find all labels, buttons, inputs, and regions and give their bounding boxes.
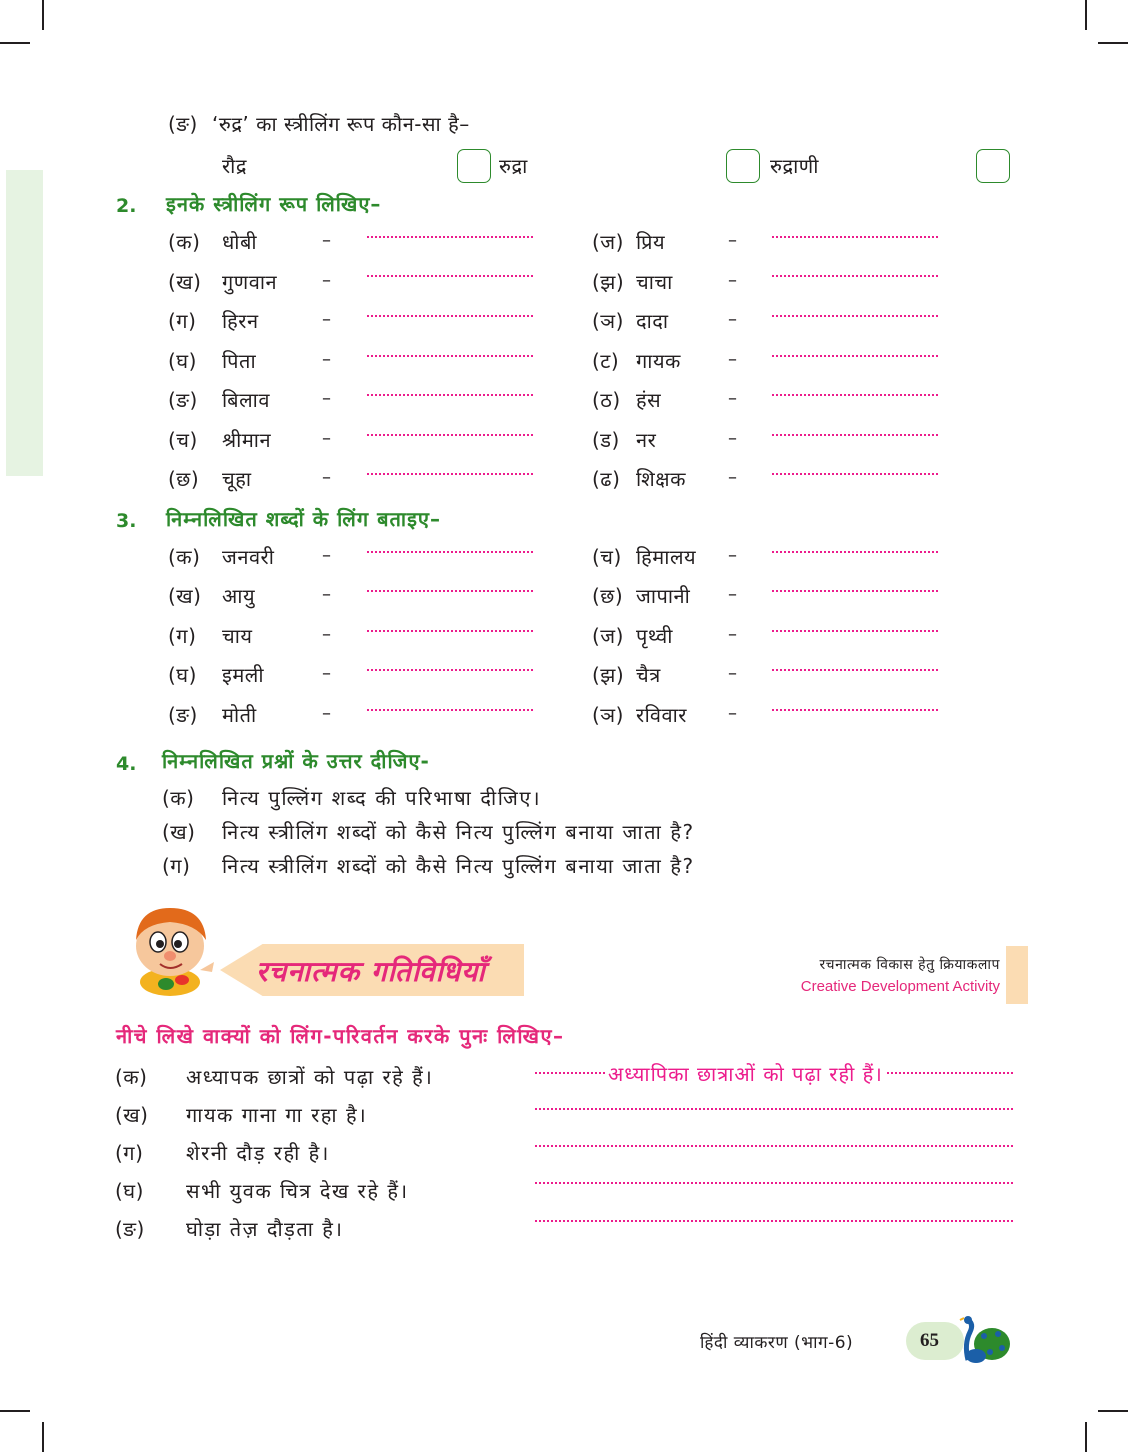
list-item-word: चूहा — [222, 467, 252, 491]
list-item-word: मोती — [222, 703, 257, 727]
footer-book-title: हिंदी व्याकरण (भाग-6) — [700, 1333, 854, 1353]
answer-line[interactable] — [772, 669, 938, 671]
boy-mascot-illustration — [126, 900, 218, 996]
list-item-label: (क) — [168, 545, 201, 569]
answer-line[interactable] — [772, 315, 938, 317]
activity-subtitle-hi: रचनात्मक विकास हेतु क्रियाकलाप — [819, 957, 1000, 973]
activity-instruction: नीचे लिखे वाक्यों को लिंग-परिवर्तन करके पुनः लिखिए– — [116, 1024, 565, 1048]
answer-line[interactable] — [772, 473, 938, 475]
list-item-label: (च) — [168, 428, 198, 452]
crop-mark — [0, 1410, 30, 1412]
list-item-label: (ञ) — [592, 703, 624, 727]
answer-line[interactable] — [367, 355, 533, 357]
list-item-label: (क) — [115, 1065, 148, 1089]
dash: – — [728, 270, 737, 291]
answer-line[interactable] — [772, 709, 938, 711]
dash: – — [322, 467, 331, 488]
q4-number: 4. — [116, 753, 137, 775]
list-item-label: (ङ) — [168, 703, 198, 727]
q4-item-text: नित्य स्त्रीलिंग शब्दों को कैसे नित्य पुल्लिंग बनाया जाता है? — [222, 820, 695, 844]
list-item-word: गुणवान — [222, 270, 278, 294]
list-item-word: हिरन — [222, 309, 259, 333]
answer-line[interactable] — [367, 275, 533, 277]
list-item-word: प्रिय — [636, 230, 666, 254]
q1e-label: (ङ) — [168, 112, 198, 136]
answer-line[interactable] — [367, 590, 533, 592]
dash: – — [322, 230, 331, 251]
answer-line[interactable] — [772, 590, 938, 592]
list-item-word: शिक्षक — [636, 467, 686, 491]
sample-answer: अध्यापिका छात्राओं को पढ़ा रही हैं। — [608, 1062, 883, 1086]
list-item-label: (ड) — [592, 428, 620, 452]
list-item-label: (ढ) — [592, 467, 621, 491]
list-item-label: (ग) — [168, 624, 197, 648]
list-item-label: (ख) — [168, 584, 202, 608]
activity-subtitle-en: Creative Development Activity — [800, 978, 1000, 995]
list-item-word: दादा — [636, 309, 669, 333]
list-item-label: (झ) — [592, 663, 625, 687]
list-item-label: (छ) — [168, 467, 200, 491]
answer-line[interactable] — [367, 236, 533, 238]
answer-line[interactable] — [367, 473, 533, 475]
list-item-text: गायक गाना गा रहा है। — [186, 1103, 368, 1127]
list-item-word: जापानी — [636, 584, 691, 608]
activity-subtitle-bar — [1006, 946, 1028, 1004]
dash: – — [322, 349, 331, 370]
list-item-word: नर — [636, 428, 657, 452]
dash: – — [322, 388, 331, 409]
page-number: 65 — [920, 1330, 939, 1351]
list-item-label: (ञ) — [592, 309, 624, 333]
crop-mark — [1098, 1410, 1128, 1412]
list-item-label: (छ) — [592, 584, 624, 608]
dash: – — [728, 584, 737, 605]
option-2-checkbox[interactable] — [726, 149, 760, 183]
q1e-option-3: रुद्राणी — [770, 154, 819, 178]
list-item-word: चाय — [222, 624, 253, 648]
dash: – — [728, 388, 737, 409]
list-item-label: (क) — [168, 230, 201, 254]
answer-line[interactable] — [535, 1220, 1013, 1222]
list-item-word: रविवार — [636, 703, 687, 727]
list-item-label: (ट) — [592, 349, 620, 373]
answer-line[interactable] — [367, 669, 533, 671]
activity-banner-title: रचनात्मक गतिविधियाँ — [256, 955, 486, 988]
q2-number: 2. — [116, 195, 137, 217]
answer-line[interactable] — [367, 630, 533, 632]
list-item-label: (ग) — [115, 1141, 144, 1165]
list-item-label: (घ) — [168, 349, 197, 373]
answer-line[interactable] — [367, 394, 533, 396]
dash: – — [322, 270, 331, 291]
list-item-word: चैत्र — [636, 663, 661, 687]
list-item-word: आयु — [222, 584, 256, 608]
list-item-text: घोड़ा तेज़ दौड़ता है। — [186, 1217, 344, 1241]
dash: – — [728, 309, 737, 330]
q1e-option-2: रुद्रा — [499, 154, 528, 178]
q4-item-label: (ख) — [162, 820, 196, 844]
answer-line[interactable] — [535, 1145, 1013, 1147]
dash: – — [728, 428, 737, 449]
crop-mark — [42, 0, 44, 30]
peacock-icon — [954, 1314, 1012, 1368]
list-item-label: (ज) — [592, 230, 624, 254]
list-item-word: पृथ्वी — [636, 624, 673, 648]
answer-line[interactable] — [535, 1108, 1013, 1110]
dash: – — [322, 584, 331, 605]
list-item-label: (घ) — [168, 663, 197, 687]
answer-line[interactable] — [772, 630, 938, 632]
dash: – — [322, 309, 331, 330]
answer-line[interactable] — [772, 434, 938, 436]
list-item-label: (च) — [592, 545, 622, 569]
list-item-word: गायक — [636, 349, 681, 373]
q1e-question: ‘रुद्र’ का स्त्रीलिंग रूप कौन-सा है– — [212, 112, 470, 136]
dash: – — [728, 467, 737, 488]
dash: – — [728, 703, 737, 724]
dash: – — [322, 545, 331, 566]
dash: – — [728, 663, 737, 684]
answer-line[interactable] — [367, 709, 533, 711]
q4-item-label: (क) — [162, 786, 195, 810]
list-item-label: (ङ) — [168, 388, 198, 412]
list-item-label: (ख) — [168, 270, 202, 294]
list-item-word: हिमालय — [636, 545, 697, 569]
q4-title: निम्नलिखित प्रश्नों के उत्तर दीजिए- — [162, 749, 430, 773]
crop-mark — [1085, 0, 1087, 30]
dash: – — [322, 663, 331, 684]
list-item-label: (ख) — [115, 1103, 149, 1127]
q1e-option-1: रौद्र — [222, 154, 247, 178]
answer-line[interactable] — [772, 355, 938, 357]
list-item-word: जनवरी — [222, 545, 275, 569]
q3-number: 3. — [116, 510, 137, 532]
q4-item-text: नित्य पुल्लिंग शब्द की परिभाषा दीजिए। — [222, 786, 542, 810]
dash: – — [728, 624, 737, 645]
answer-line[interactable] — [772, 551, 938, 553]
list-item-text: सभी युवक चित्र देख रहे हैं। — [186, 1179, 409, 1203]
dash: – — [322, 624, 331, 645]
list-item-word: बिलाव — [222, 388, 270, 412]
list-item-text: शेरनी दौड़ रही है। — [186, 1141, 330, 1165]
crop-mark — [42, 1422, 44, 1452]
crop-mark — [1085, 1422, 1087, 1452]
dash: – — [728, 545, 737, 566]
list-item-label: (ग) — [168, 309, 197, 333]
side-tab-strip — [6, 170, 43, 476]
dash: – — [728, 349, 737, 370]
crop-mark — [0, 42, 30, 44]
list-item-label: (घ) — [115, 1179, 144, 1203]
dash: – — [728, 230, 737, 251]
list-item-word: हंस — [636, 388, 662, 412]
answer-line[interactable] — [367, 551, 533, 553]
answer-line[interactable] — [772, 275, 938, 277]
option-3-checkbox[interactable] — [976, 149, 1010, 183]
q3-title: निम्नलिखित शब्दों के लिंग बताइए– — [166, 507, 441, 531]
q2-title: इनके स्त्रीलिंग रूप लिखिए– — [166, 192, 382, 216]
answer-line[interactable] — [367, 315, 533, 317]
list-item-label: (ठ) — [592, 388, 621, 412]
list-item-word: श्रीमान — [222, 428, 272, 452]
list-item-word: पिता — [222, 349, 257, 373]
dash: – — [322, 428, 331, 449]
list-item-label: (ज) — [592, 624, 624, 648]
list-item-label: (झ) — [592, 270, 625, 294]
list-item-word: धोबी — [222, 230, 258, 254]
dash: – — [322, 703, 331, 724]
list-item-word: इमली — [222, 663, 265, 687]
crop-mark — [1098, 42, 1128, 44]
answer-line[interactable] — [772, 236, 938, 238]
q4-item-label: (ग) — [162, 854, 191, 878]
list-item-label: (ङ) — [115, 1217, 145, 1241]
list-item-word: चाचा — [636, 270, 673, 294]
q4-item-text: नित्य स्त्रीलिंग शब्दों को कैसे नित्य पुल्लिंग बनाया जाता है? — [222, 854, 695, 878]
answer-line[interactable] — [772, 394, 938, 396]
answer-line[interactable] — [535, 1182, 1013, 1184]
list-item-text: अध्यापक छात्रों को पढ़ा रहे हैं। — [186, 1065, 434, 1089]
answer-line[interactable] — [367, 434, 533, 436]
option-1-checkbox[interactable] — [457, 149, 491, 183]
